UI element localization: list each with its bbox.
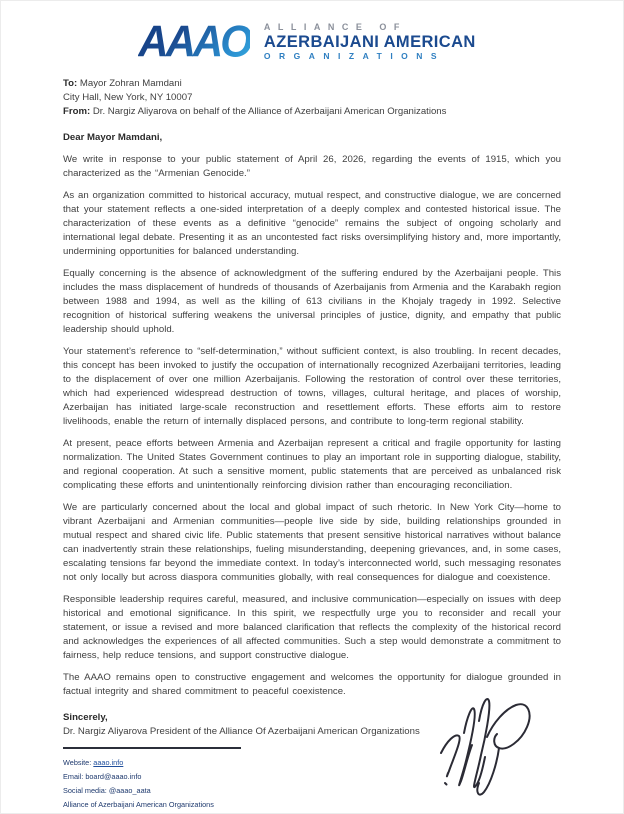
social-label: Social media: bbox=[63, 786, 109, 796]
paragraph-1: We write in response to your public statement of April 26, 2026, regarding the events of 1915, which you characterized as the “Armenian Genocide.” bbox=[63, 154, 561, 179]
salutation: Dear Mayor Mamdani, bbox=[63, 132, 163, 143]
social-value: @aaao_aata bbox=[108, 786, 151, 796]
org-logo bbox=[63, 16, 561, 67]
to-line bbox=[63, 77, 561, 91]
logo-wordmark bbox=[264, 22, 476, 61]
paragraph-3: Equally concerning is the absence of acknowledgment of the suffering endured by the Azerbaijani people. This includes the mass displacement of hundreds of thousands of Azerbaijanis from Armenia and the Karabakh region between 1988 and 1994, as well as the killing of 613 civilians in the Khojaly tragedy in 1992. Selective recognition of historical suffering weakens the universal principles of justice, dignity, and empathy that public leadership should uphold. bbox=[63, 268, 561, 335]
footer-org-name: Alliance of Azerbaijani American Organizations bbox=[63, 800, 214, 810]
aaao-logo-icon: AAAO bbox=[138, 16, 250, 67]
logo-alliance-of: ALLIANCE OF bbox=[263, 22, 407, 33]
address-block bbox=[63, 77, 561, 119]
paragraph-7: Responsible leadership requires careful, measured, and inclusive communication—especially on issues with deep historical and emotional significance. In this spirit, we respectfully urge you to reconsider and recall your statement, or issue a revised and more balanced clarification that reflects the complexity of the historical record and acknowledges the experiences of all affected communities. Such a step would demonstrate a commitment to fairness, help reduce tensions, and support constructive dialogue. bbox=[63, 594, 561, 661]
paragraph-4: Your statement’s reference to “self-determination,” without sufficient context, is also troubling. In recent decades, this concept has been invoked to justify the occupation of internationally recognized Azerbaijani territories, leading to the displacement of over one million Azerbaijanis. Following the restoration of control over these territories, which had experienced widespread destruction of towns, villages, cultural heritage, and places of worship, Azerbaijan has initiated large-scale reconstruction and resettlement efforts. These efforts aim to restore livelihoods, enable the return of internally displaced persons, and contribute to long-term regional stability. bbox=[63, 346, 561, 427]
paragraph-6: We are particularly concerned about the local and global impact of such rhetoric. In New York City—home to vibrant Azerbaijani and Armenian communities—people live side by side, building relationships grounded in mutual respect and shared civic life. Public statements that present sensitive historical narratives without balance can inadvertently strain these relationships, fueling misunderstanding, deepening grievances, and, in some cases, escalating tensions far beyond the immediate context. In today’s interconnected world, such messaging resonates not only locally but across diaspora communities globally, with real consequences for dialogue and coexistence. bbox=[63, 502, 561, 583]
from-label: From: bbox=[63, 106, 91, 117]
website-label: Website: bbox=[63, 758, 94, 768]
email-label: Email: bbox=[63, 772, 86, 782]
logo-azerbaijani-american: AZERBAIJANI AMERICAN bbox=[263, 32, 476, 51]
website-link[interactable]: aaao.info bbox=[93, 758, 124, 768]
paragraph-2: As an organization committed to historical accuracy, mutual respect, and constructive dialogue, we are concerned that your statement reflects a one-sided interpretation of a deeply complex and contested historical issue. The characterization of these events as a definitive “genocide” remains the subject of ongoing scholarly and international legal debate. Presenting it as an uncontested fact risks oversimplifying history and, more importantly, undermining opportunities for balanced understanding. bbox=[63, 190, 561, 257]
footer-divider bbox=[63, 747, 241, 749]
to-label: To: bbox=[63, 78, 78, 89]
from-line bbox=[63, 105, 561, 119]
from-value: Dr. Nargiz Aliyarova on behalf of the Alliance of Azerbaijani American Organizations bbox=[90, 106, 447, 117]
signatory-name: Dr. Nargiz Aliyarova President of the Alliance Of Azerbaijani American Organizations bbox=[63, 726, 420, 738]
city-line: City Hall, New York, NY 10007 bbox=[63, 92, 193, 103]
paragraph-5: At present, peace efforts between Armenia and Azerbaijan represent a critical and fragile opportunity for lasting normalization. The United States Government continues to play an important role in supporting dialogue, stability, and regional cooperation. At such a sensitive moment, public statements that are perceived as unbalanced risk complicating these efforts and unintentionally reinforcing division rather than encouraging reconciliation. bbox=[63, 438, 561, 492]
to-value: Mayor Zohran Mamdani bbox=[77, 78, 182, 89]
signature-icon bbox=[433, 691, 553, 806]
paragraph-8: The AAAO remains open to constructive engagement and welcomes the opportunity for dialogue grounded in factual integrity and shared commitment to peaceful coexistence. bbox=[63, 672, 561, 698]
email-value: board@aaao.info bbox=[85, 772, 142, 782]
logo-organizations: ORGANIZATIONS bbox=[263, 50, 446, 61]
valediction: Sincerely, bbox=[63, 712, 108, 724]
